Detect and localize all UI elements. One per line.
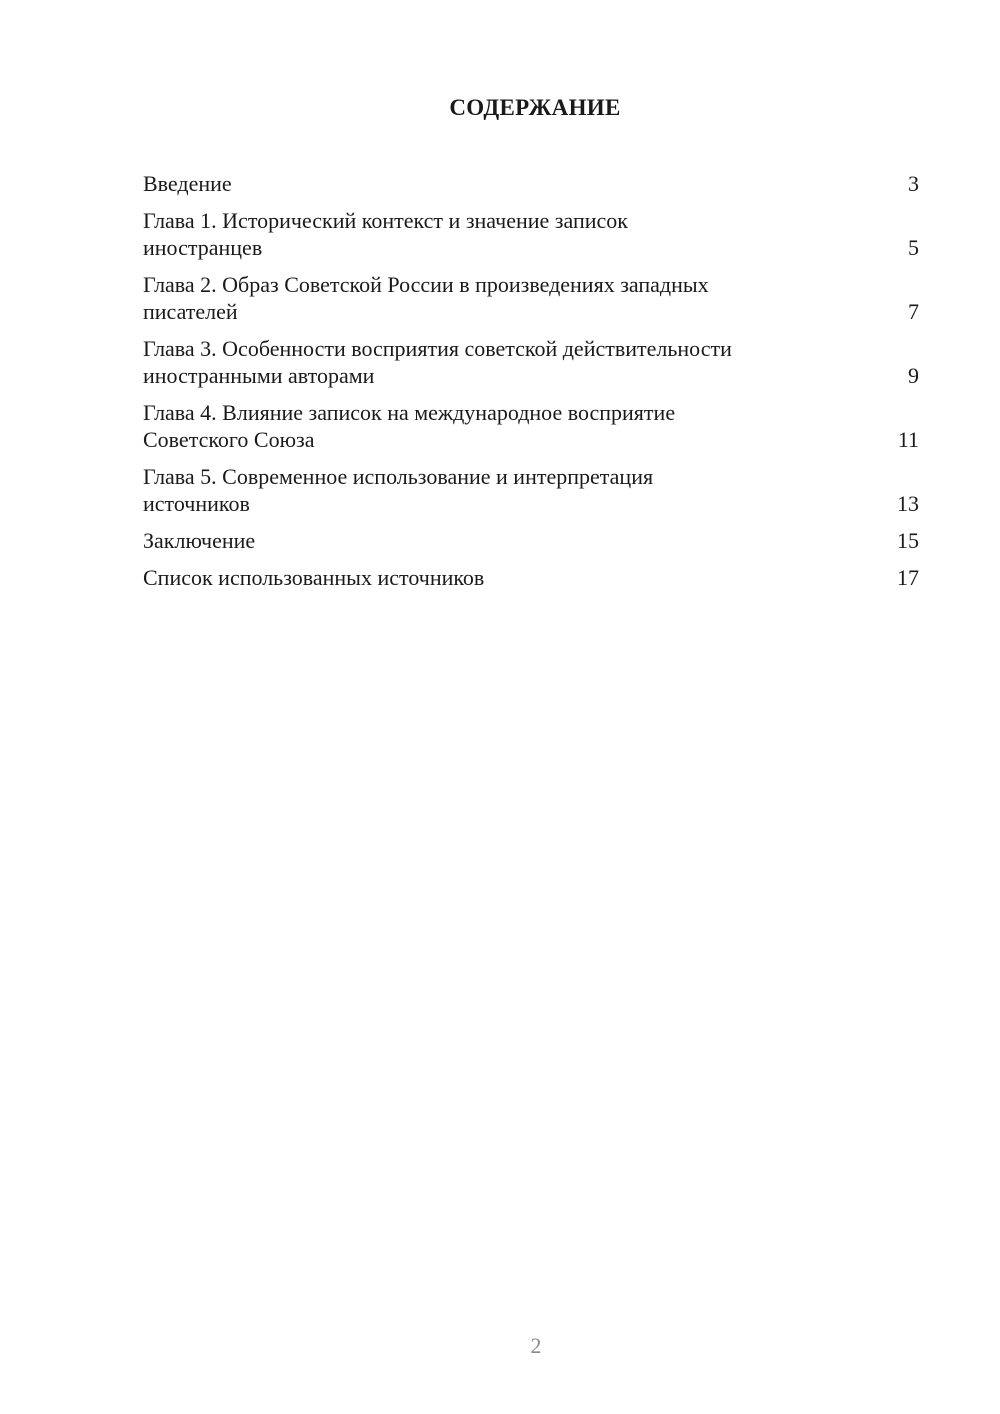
toc-entry-page: 7 bbox=[908, 299, 919, 324]
toc-entry-page: 3 bbox=[908, 171, 919, 196]
toc-entry-page: 9 bbox=[908, 363, 919, 388]
toc-entry-page: 11 bbox=[897, 427, 919, 452]
toc-entry-references bbox=[143, 564, 919, 591]
toc-entry-chapter-4 bbox=[143, 399, 919, 453]
toc-entry-page: 15 bbox=[897, 528, 919, 553]
table-of-contents bbox=[143, 170, 919, 601]
toc-entry-chapter-1 bbox=[143, 207, 919, 261]
toc-entry-text: Глава 1. Исторический контекст и значение записок иностранцев bbox=[143, 208, 628, 260]
toc-entry-introduction bbox=[143, 170, 919, 197]
toc-entry-text: Глава 4. Влияние записок на международное восприятие Советского Союза bbox=[143, 400, 676, 452]
toc-entry-text: Список использованных источников bbox=[143, 565, 485, 590]
toc-entry-text: Глава 3. Особенности восприятия советской действительности иностранными авторами bbox=[143, 336, 732, 388]
toc-entry-text: Заключение bbox=[143, 528, 256, 553]
toc-entry-page: 13 bbox=[897, 491, 919, 516]
toc-entry-page: 17 bbox=[897, 565, 919, 590]
toc-title: СОДЕРЖАНИЕ bbox=[449, 95, 621, 120]
toc-entry-page: 5 bbox=[908, 235, 919, 260]
toc-entry-chapter-3 bbox=[143, 335, 919, 389]
toc-entry-text: Глава 2. Образ Советской России в произведениях западных писателей bbox=[143, 272, 709, 324]
page-number: 2 bbox=[530, 1333, 542, 1358]
toc-entry-chapter-2 bbox=[143, 271, 919, 325]
toc-entry-chapter-5 bbox=[143, 463, 919, 517]
toc-entry-text: Введение bbox=[143, 171, 232, 196]
toc-entry-conclusion bbox=[143, 527, 919, 554]
toc-entry-text: Глава 5. Современное использование и интерпретация источников bbox=[143, 464, 654, 516]
